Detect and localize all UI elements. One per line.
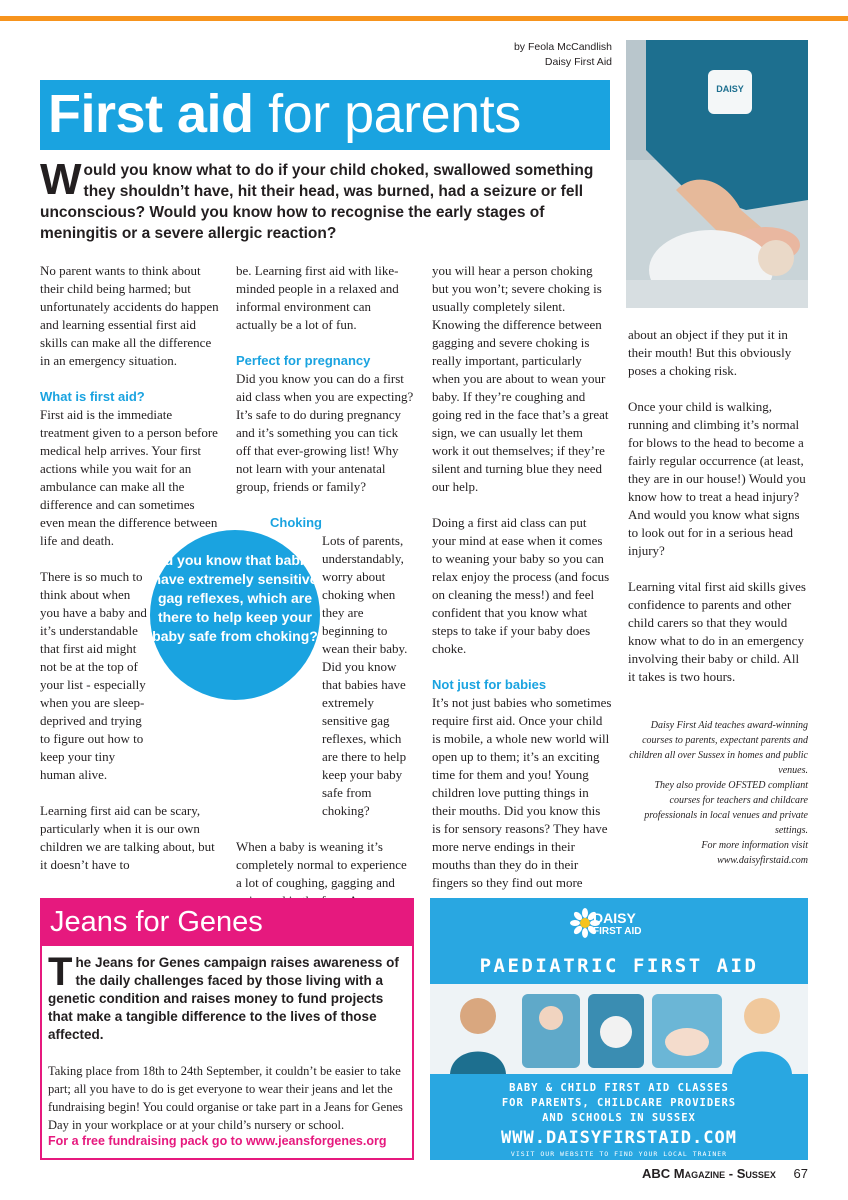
- col2-para-4: When a baby is weaning it’s completely normal to experience a lot of coughing, gagging and: [236, 839, 407, 890]
- heading-choking: Choking: [270, 515, 322, 530]
- heading-what-is-first-aid: What is first aid?: [40, 389, 145, 404]
- col3-para-2: Doing a first aid class can put your mind at ease when it comes to weaning your baby so you can relax enjoy the process (and focus on cleaning the mess!) and feel confident that you know what steps to take if your baby does choke.: [432, 515, 610, 656]
- daisy-logo-bottom: FIRST AID: [593, 926, 642, 937]
- top-rule: [0, 16, 848, 21]
- caption-line-1: Daisy First Aid teaches award-winning courses to parents, expectant parents and children all over Sussex in homes and public venues.: [629, 720, 808, 776]
- col2-para-1: be. Learning first aid with like-minded people in a relaxed and informal environment can actually be a lot of fun.: [236, 263, 399, 332]
- col4-para-3: Learning vital first aid skills gives confidence to parents and other child carers so that they would know what to do in an emergency involving their baby or child. All it takes is two hours.: [628, 579, 806, 684]
- col3-para-3: It’s not just babies who sometimes require first aid. Once your child is mobile, a whole new world will open up to them; it’s an exciting time for them and you! Young children love putting things in their mouths. Did you know this is for sensory reasons? They have more nerve endings in their mouths than they do in their fingers so they find out more: [432, 695, 612, 890]
- ad-heading: PAEDIATRIC FIRST AID: [479, 955, 759, 977]
- column-4: [628, 326, 808, 704]
- caption-line-2: They also provide OFSTED compliant courses for teachers and childcare professionals in local venues and private settings.: [644, 780, 808, 836]
- col1-para-1: No parent wants to think about their child being harmed; but unfortunately accidents do happen and learning essential first aid skills can make all the difference in an emergency situation.: [40, 263, 219, 368]
- jeans-body: Taking place from 18th to 24th September, it couldn’t be easier to take part; all you have to do is get everyone to wear their jeans and let the fundraising begin! You could organise or take part in a Jeans for Genes Day in your workplace or at your child’s nursery or school.: [48, 1064, 403, 1132]
- page-number: 67: [793, 1166, 808, 1181]
- col2-para-3: Lots of parents, understandably, worry about choking when they are beginning to wean their baby. Did you know that babies have extremely sensitive gag reflexes, which are there to help keep your baby safe from choking?: [322, 533, 408, 818]
- ad-sub-line-2: FOR PARENTS, CHILDCARE PROVIDERS: [501, 1097, 737, 1109]
- daisy-advert: [430, 898, 808, 1160]
- title-rest: for parents: [268, 84, 521, 144]
- col2-para-2: Did you know you can do a first aid class when you are expecting? It’s safe to do during pregnancy and it’s something you can tick off that ever-growing list! Why not learn with your antenatal group, friends or family?: [236, 371, 414, 494]
- daisy-caption: [628, 718, 808, 868]
- col3-para-1: you will hear a person choking but you won’t; severe choking is usually completely silent. Knowing the difference between gagging and severe choking is really important, particularly when you are about to wean your baby. If they’re coughing and going red in the face that’s a great sign, we can usually let them work it out themselves; if they’re silent and turning blue they need our help.: [432, 263, 609, 494]
- ad-photo-strip: [430, 984, 808, 1074]
- footer-region: Sussex: [736, 1166, 776, 1181]
- jeans-link[interactable]: For a free fundraising pack go to www.jeansforgenes.org: [48, 1134, 387, 1148]
- byline-org: Daisy First Aid: [544, 56, 612, 68]
- intro-dropcap: W: [40, 155, 82, 204]
- daisy-logo-top: DAISY: [593, 910, 636, 926]
- page-title: [48, 84, 618, 144]
- svg-text:DAISY: DAISY: [716, 84, 744, 94]
- footer-mag-rest: Magazine: [673, 1166, 726, 1181]
- intro-text: ould you know what to do if your child choked, swallowed something they shouldn’t have, hit their head, was burned, had a seizure or fell unconscious? Would you know how to recognise the early stages of meningitis or a severe allergic reaction?: [40, 162, 594, 242]
- daisy-logo: [593, 912, 673, 938]
- ad-sub-line-1: BABY & CHILD FIRST AID CLASSES: [509, 1082, 729, 1094]
- col1-para-4: Learning first aid can be scary, particularly when it is our own children we are talking about, but it doesn’t have to: [40, 803, 215, 872]
- col1-para-2: First aid is the immediate treatment given to a person before medical help arrives. Your first actions while you wait for an ambulance can make all the difference and can sometimes even mean the difference between life and death.: [40, 407, 218, 548]
- intro-paragraph: [40, 155, 620, 244]
- byline: [440, 40, 612, 70]
- title-bold: First aid: [48, 84, 254, 144]
- ad-sub-line-3: AND SCHOOLS IN SUSSEX: [542, 1112, 696, 1124]
- heading-perfect-for-pregnancy: Perfect for pregnancy: [236, 353, 371, 368]
- col4-para-2: Once your child is walking, running and climbing it’s normal for blows to the head to become a fairly regular occurrence (at least, they are in our house!) Would you know how to treat a head injury? And would you know what signs to look out for in a serious head injury?: [628, 399, 806, 558]
- footer-dash: -: [728, 1166, 734, 1181]
- heading-not-just-for-babies: Not just for babies: [432, 677, 547, 692]
- col4-para-1: about an object if they put it in their mouth! But this obviously poses a choking risk.: [628, 327, 792, 378]
- callout-text: Did you know that babies have extremely sensitive gag reflexes, which are there to help keep your baby safe from choking?: [150, 552, 320, 644]
- ad-subheading: [430, 1081, 808, 1126]
- col1-para-3: There is so much to think about when you have a baby and it’s understandable that first aid might not be at the top of your list - especially when you are sleep-deprived and trying to figure out how to keep your tiny human alive.: [40, 569, 147, 782]
- ad-url[interactable]: WWW.DAISYFIRSTAID.COM: [501, 1128, 737, 1148]
- column-3: [432, 262, 612, 910]
- jeans-intro: [48, 950, 410, 1044]
- byline-author: by Feola McCandlish: [513, 41, 612, 53]
- trainer-photo: [626, 40, 808, 308]
- ad-visit-text: VISIT OUR WEBSITE TO FIND YOUR LOCAL TRAINER: [510, 1150, 728, 1158]
- jeans-title: Jeans for Genes: [50, 906, 263, 938]
- jeans-intro-text: he Jeans for Genes campaign raises awareness of the daily challenges faced by those living with a genetic condition and raises money to fund projects that make a tangible difference to the lives of those affected.: [48, 955, 399, 1042]
- page-footer: [580, 1166, 808, 1181]
- jeans-dropcap: T: [48, 950, 73, 994]
- caption-line-3: For more information visit www.daisyfirstaid.com: [701, 840, 808, 866]
- footer-mag: ABC: [641, 1166, 671, 1181]
